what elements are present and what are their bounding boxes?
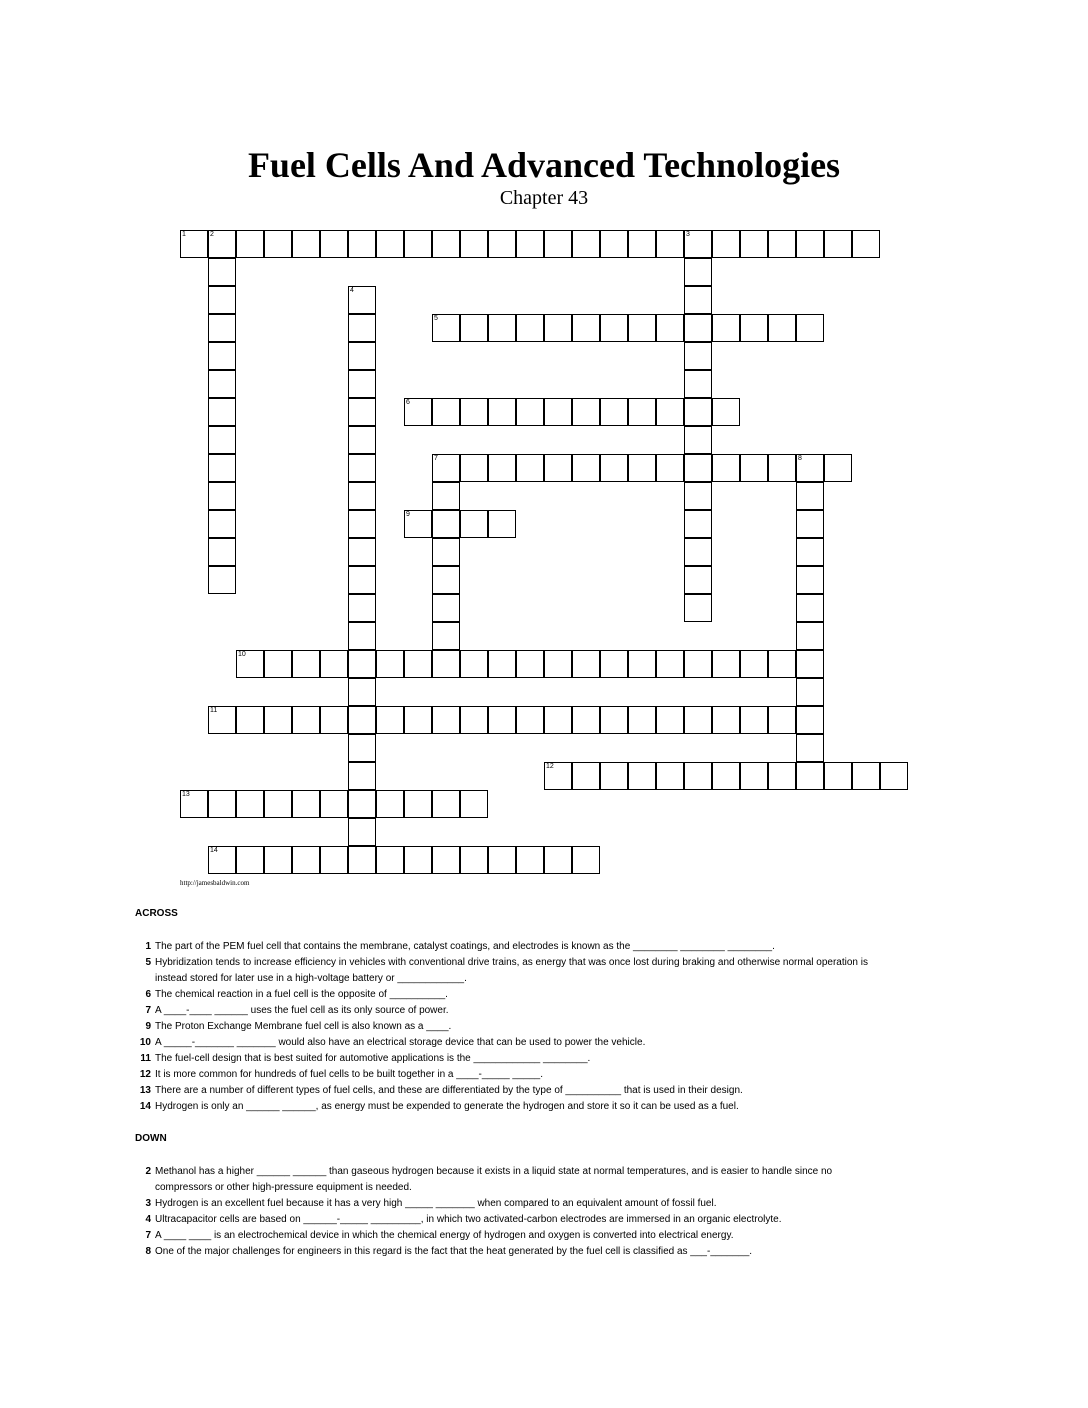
grid-cell[interactable] xyxy=(600,650,628,678)
grid-cell[interactable] xyxy=(348,454,376,482)
grid-cell[interactable] xyxy=(432,398,460,426)
clue-number: 5 xyxy=(145,957,151,968)
grid-cell[interactable] xyxy=(348,706,376,734)
grid-cell[interactable] xyxy=(656,454,684,482)
grid-cell[interactable] xyxy=(208,426,236,454)
grid-cell[interactable] xyxy=(544,230,572,258)
grid-cell[interactable] xyxy=(572,398,600,426)
grid-cell[interactable] xyxy=(348,846,376,874)
grid-cell[interactable] xyxy=(544,762,572,790)
grid-cell[interactable] xyxy=(460,398,488,426)
clue-number: 9 xyxy=(145,1021,151,1032)
grid-cell[interactable] xyxy=(544,454,572,482)
grid-cell[interactable] xyxy=(208,706,236,734)
grid-cell[interactable] xyxy=(712,762,740,790)
grid-cell-number: 14 xyxy=(210,847,218,854)
grid-cell[interactable] xyxy=(348,398,376,426)
grid-cell[interactable] xyxy=(488,846,516,874)
grid-cell[interactable] xyxy=(684,538,712,566)
grid-cell[interactable] xyxy=(432,622,460,650)
grid-cell[interactable] xyxy=(348,762,376,790)
grid-cell[interactable] xyxy=(544,706,572,734)
grid-cell[interactable] xyxy=(796,706,824,734)
grid-cell[interactable] xyxy=(572,706,600,734)
grid-cell[interactable] xyxy=(320,846,348,874)
grid-cell[interactable] xyxy=(404,398,432,426)
grid-cell[interactable] xyxy=(460,650,488,678)
clue-text: A ____ ____ is an electrochemical device in which the chemical energy of hydrogen and oxygen is converted into electrical energy. xyxy=(155,1230,734,1241)
across-clue xyxy=(135,1051,895,1067)
grid-cell[interactable] xyxy=(264,706,292,734)
grid-cell[interactable] xyxy=(516,314,544,342)
grid-cell[interactable] xyxy=(404,706,432,734)
grid-cell[interactable] xyxy=(684,510,712,538)
grid-cell[interactable] xyxy=(460,706,488,734)
grid-cell[interactable] xyxy=(320,706,348,734)
grid-cell[interactable] xyxy=(796,314,824,342)
clue-number: 7 xyxy=(145,1230,151,1241)
grid-cell[interactable] xyxy=(516,454,544,482)
grid-cell[interactable] xyxy=(600,398,628,426)
clue-number: 1 xyxy=(145,941,151,952)
across-heading: ACROSS xyxy=(135,908,178,919)
grid-cell[interactable] xyxy=(208,230,236,258)
grid-cell[interactable] xyxy=(516,230,544,258)
grid-cell[interactable] xyxy=(208,342,236,370)
grid-cell[interactable] xyxy=(348,482,376,510)
grid-cell[interactable] xyxy=(712,398,740,426)
clue-number: 8 xyxy=(145,1246,151,1257)
grid-cell[interactable] xyxy=(852,762,880,790)
grid-cell[interactable] xyxy=(796,762,824,790)
grid-cell[interactable] xyxy=(348,566,376,594)
clue-text: The chemical reaction in a fuel cell is the opposite of __________. xyxy=(155,989,448,1000)
grid-cell[interactable] xyxy=(768,454,796,482)
grid-cell[interactable] xyxy=(628,230,656,258)
grid-cell[interactable] xyxy=(460,454,488,482)
grid-cell[interactable] xyxy=(656,762,684,790)
grid-cell[interactable] xyxy=(208,398,236,426)
grid-cell[interactable] xyxy=(516,650,544,678)
grid-cell-number: 2 xyxy=(210,231,214,238)
grid-cell[interactable] xyxy=(432,846,460,874)
grid-cell[interactable] xyxy=(544,650,572,678)
across-clue xyxy=(135,1019,895,1035)
grid-cell[interactable] xyxy=(516,846,544,874)
grid-cell[interactable] xyxy=(572,314,600,342)
page-subtitle: Chapter 43 xyxy=(499,187,589,209)
grid-cell[interactable] xyxy=(740,454,768,482)
grid-cell[interactable] xyxy=(516,706,544,734)
page-title: Fuel Cells And Advanced Technologies xyxy=(247,145,841,185)
grid-cell[interactable] xyxy=(628,762,656,790)
grid-cell[interactable] xyxy=(768,230,796,258)
grid-cell[interactable] xyxy=(320,650,348,678)
grid-cell[interactable] xyxy=(236,706,264,734)
grid-cell[interactable] xyxy=(376,846,404,874)
grid-cell[interactable] xyxy=(292,230,320,258)
grid-cell[interactable] xyxy=(796,454,824,482)
grid-cell[interactable] xyxy=(208,846,236,874)
grid-cell[interactable] xyxy=(796,678,824,706)
grid-cell[interactable] xyxy=(376,230,404,258)
grid-cell[interactable] xyxy=(712,454,740,482)
clue-text: Hydrogen is an excellent fuel because it has a very high _____ _______ when compared to an equivalent amount of fossil fuel. xyxy=(155,1198,717,1209)
grid-cell[interactable] xyxy=(460,846,488,874)
grid-cell[interactable] xyxy=(684,258,712,286)
clue-text: A _____-_______ _______ would also have an electrical storage device that can be used to power the vehicle. xyxy=(155,1037,646,1048)
grid-cell[interactable] xyxy=(796,622,824,650)
grid-cell[interactable] xyxy=(712,314,740,342)
grid-cell[interactable] xyxy=(348,426,376,454)
grid-cell[interactable] xyxy=(488,454,516,482)
across-clue xyxy=(135,1099,895,1115)
clue-number: 10 xyxy=(139,1037,151,1048)
grid-cell[interactable] xyxy=(348,594,376,622)
grid-cell[interactable] xyxy=(488,510,516,538)
clue-text: Hybridization tends to increase efficiency in vehicles with conventional drive trains, as energy that was once lost during braking and otherwise normal operation is instead stored for later use in a high-voltage battery or ____________. xyxy=(155,957,868,984)
grid-cell[interactable] xyxy=(432,594,460,622)
grid-cell[interactable] xyxy=(600,706,628,734)
grid-cell-number: 10 xyxy=(238,651,246,658)
clue-number: 11 xyxy=(140,1053,151,1064)
grid-cell[interactable] xyxy=(516,398,544,426)
grid-cell-number: 13 xyxy=(182,791,190,798)
grid-cell[interactable] xyxy=(432,706,460,734)
grid-cell[interactable] xyxy=(656,650,684,678)
grid-cell[interactable] xyxy=(488,314,516,342)
grid-cell[interactable] xyxy=(460,230,488,258)
clue-text: There are a number of different types of fuel cells, and these are differentiated by the type of __________ that is used in their design. xyxy=(155,1085,743,1096)
grid-cell[interactable] xyxy=(488,398,516,426)
across-clue xyxy=(135,1003,895,1019)
grid-cell[interactable] xyxy=(376,706,404,734)
grid-cell[interactable] xyxy=(684,650,712,678)
grid-cell[interactable] xyxy=(656,398,684,426)
grid-cell[interactable] xyxy=(544,398,572,426)
across-clue xyxy=(135,939,895,955)
grid-cell[interactable] xyxy=(348,622,376,650)
grid-cell[interactable] xyxy=(404,650,432,678)
grid-cell[interactable] xyxy=(712,650,740,678)
grid-cell[interactable] xyxy=(348,230,376,258)
grid-cell[interactable] xyxy=(404,230,432,258)
grid-cell[interactable] xyxy=(628,314,656,342)
grid-cell[interactable] xyxy=(600,762,628,790)
grid-cell[interactable] xyxy=(740,706,768,734)
clue-number: 13 xyxy=(139,1085,151,1096)
grid-cell[interactable] xyxy=(796,594,824,622)
across-clue xyxy=(135,1035,895,1051)
grid-cell[interactable] xyxy=(180,790,208,818)
grid-cell[interactable] xyxy=(796,650,824,678)
grid-cell[interactable] xyxy=(208,510,236,538)
down-heading: DOWN xyxy=(135,1133,167,1144)
grid-cell[interactable] xyxy=(796,230,824,258)
grid-cell[interactable] xyxy=(208,286,236,314)
across-clue xyxy=(135,987,895,1003)
grid-cell-number: 8 xyxy=(798,455,802,462)
grid-cell[interactable] xyxy=(432,482,460,510)
down-clue xyxy=(135,1228,895,1244)
grid-cell[interactable] xyxy=(880,762,908,790)
grid-cell[interactable] xyxy=(292,846,320,874)
clue-text: The part of the PEM fuel cell that contains the membrane, catalyst coatings, and electrodes is known as the ________ ________ ________. xyxy=(155,941,775,952)
grid-cell[interactable] xyxy=(796,510,824,538)
clue-number: 3 xyxy=(145,1198,151,1209)
grid-cell[interactable] xyxy=(208,370,236,398)
grid-cell[interactable] xyxy=(432,566,460,594)
grid-cell[interactable] xyxy=(628,706,656,734)
grid-cell[interactable] xyxy=(348,314,376,342)
grid-cell[interactable] xyxy=(768,650,796,678)
grid-cell[interactable] xyxy=(208,314,236,342)
grid-cell[interactable] xyxy=(796,566,824,594)
grid-cell[interactable] xyxy=(264,846,292,874)
grid-cell[interactable] xyxy=(768,314,796,342)
clue-text: Hydrogen is only an ______ ______, as energy must be expended to generate the hydrogen and store it so it can be used as a fuel. xyxy=(155,1101,739,1112)
grid-cell[interactable] xyxy=(796,482,824,510)
grid-cell[interactable] xyxy=(656,314,684,342)
grid-cell[interactable] xyxy=(684,286,712,314)
grid-cell[interactable] xyxy=(376,790,404,818)
grid-cell[interactable] xyxy=(656,706,684,734)
grid-cell[interactable] xyxy=(684,762,712,790)
grid-cell[interactable] xyxy=(684,398,712,426)
grid-cell[interactable] xyxy=(236,650,264,678)
grid-cell[interactable] xyxy=(600,230,628,258)
grid-cell[interactable] xyxy=(768,762,796,790)
grid-cell[interactable] xyxy=(432,314,460,342)
grid-cell-number: 4 xyxy=(350,287,354,294)
grid-cell[interactable] xyxy=(348,510,376,538)
grid-cell[interactable] xyxy=(404,790,432,818)
clue-number: 6 xyxy=(145,989,151,1000)
clue-text: Methanol has a higher ______ ______ than gaseous hydrogen because it exists in a liquid state at normal temperatures, and is easier to handle since no compressors or other high-pressure equipment is needed. xyxy=(155,1166,833,1193)
down-clue xyxy=(135,1196,895,1212)
grid-cell[interactable] xyxy=(264,790,292,818)
grid-cell[interactable] xyxy=(208,482,236,510)
grid-cell-number: 3 xyxy=(686,231,690,238)
grid-cell[interactable] xyxy=(264,650,292,678)
clue-text: The Proton Exchange Membrane fuel cell is also known as a ____. xyxy=(155,1021,452,1032)
grid-cell[interactable] xyxy=(824,454,852,482)
grid-cell[interactable] xyxy=(432,510,460,538)
grid-cell[interactable] xyxy=(208,454,236,482)
grid-cell[interactable] xyxy=(236,230,264,258)
clue-number: 14 xyxy=(139,1101,151,1112)
grid-cell-number: 1 xyxy=(182,231,186,238)
grid-cell[interactable] xyxy=(852,230,880,258)
grid-cell[interactable] xyxy=(348,734,376,762)
grid-cell[interactable] xyxy=(348,370,376,398)
grid-cell[interactable] xyxy=(740,650,768,678)
grid-cell[interactable] xyxy=(572,846,600,874)
credit-text: http://jamesbaldwin.com xyxy=(180,879,250,887)
grid-cell[interactable] xyxy=(824,762,852,790)
grid-cell[interactable] xyxy=(348,342,376,370)
grid-cell[interactable] xyxy=(824,230,852,258)
grid-cell[interactable] xyxy=(432,454,460,482)
grid-cell[interactable] xyxy=(488,650,516,678)
down-clue xyxy=(135,1244,895,1260)
grid-cell[interactable] xyxy=(544,314,572,342)
clue-text: Ultracapacitor cells are based on ______-_____ _________, in which two activated-carbon electrodes are immersed in an organic electrolyte. xyxy=(155,1214,782,1225)
grid-cell[interactable] xyxy=(656,230,684,258)
grid-cell[interactable] xyxy=(628,650,656,678)
down-clue xyxy=(135,1212,895,1228)
grid-cell-number: 9 xyxy=(406,511,410,518)
grid-cell[interactable] xyxy=(600,454,628,482)
grid-cell[interactable] xyxy=(292,790,320,818)
grid-cell[interactable] xyxy=(628,398,656,426)
grid-cell[interactable] xyxy=(180,230,208,258)
grid-cell[interactable] xyxy=(488,230,516,258)
grid-cell[interactable] xyxy=(460,510,488,538)
grid-cell[interactable] xyxy=(348,286,376,314)
grid-cell[interactable] xyxy=(432,538,460,566)
grid-cell[interactable] xyxy=(264,230,292,258)
grid-cell[interactable] xyxy=(544,846,572,874)
grid-cell[interactable] xyxy=(432,650,460,678)
grid-cell[interactable] xyxy=(208,566,236,594)
grid-cell[interactable] xyxy=(292,650,320,678)
grid-cell[interactable] xyxy=(208,790,236,818)
across-clue xyxy=(135,955,895,987)
grid-cell[interactable] xyxy=(712,230,740,258)
grid-cell[interactable] xyxy=(628,454,656,482)
grid-cell[interactable] xyxy=(684,482,712,510)
across-clue xyxy=(135,1067,895,1083)
grid-cell[interactable] xyxy=(684,594,712,622)
clue-text: A ____-____ ______ uses the fuel cell as its only source of power. xyxy=(155,1005,449,1016)
grid-cell[interactable] xyxy=(348,790,376,818)
grid-cell[interactable] xyxy=(236,790,264,818)
grid-cell[interactable] xyxy=(768,706,796,734)
grid-cell[interactable] xyxy=(404,510,432,538)
clue-number: 12 xyxy=(139,1069,151,1080)
grid-cell[interactable] xyxy=(684,342,712,370)
grid-cell-number: 12 xyxy=(546,763,554,770)
grid-cell[interactable] xyxy=(432,230,460,258)
grid-cell[interactable] xyxy=(712,706,740,734)
grid-cell-number: 5 xyxy=(434,315,438,322)
grid-cell[interactable] xyxy=(572,454,600,482)
grid-cell[interactable] xyxy=(572,650,600,678)
clue-text: The fuel-cell design that is best suited for automotive applications is the ____________ ________. xyxy=(155,1053,591,1064)
grid-cell[interactable] xyxy=(684,454,712,482)
grid-cell[interactable] xyxy=(572,762,600,790)
grid-cell[interactable] xyxy=(684,706,712,734)
grid-cell[interactable] xyxy=(796,734,824,762)
clue-text: One of the major challenges for engineers in this regard is the fact that the heat generated by the fuel cell is classified as ___-_______. xyxy=(155,1246,753,1257)
grid-cell[interactable] xyxy=(208,538,236,566)
grid-cell[interactable] xyxy=(376,650,404,678)
grid-cell[interactable] xyxy=(348,650,376,678)
grid-cell[interactable] xyxy=(348,538,376,566)
down-clue xyxy=(135,1164,895,1196)
clue-number: 4 xyxy=(145,1214,151,1225)
clue-text: It is more common for hundreds of fuel cells to be built together in a ____-_____ _____. xyxy=(155,1069,544,1080)
grid-cell[interactable] xyxy=(432,790,460,818)
grid-cell[interactable] xyxy=(684,426,712,454)
grid-cell[interactable] xyxy=(292,706,320,734)
grid-cell[interactable] xyxy=(684,370,712,398)
grid-cell[interactable] xyxy=(488,706,516,734)
grid-cell[interactable] xyxy=(684,314,712,342)
grid-cell[interactable] xyxy=(740,762,768,790)
grid-cell[interactable] xyxy=(740,314,768,342)
grid-cell[interactable] xyxy=(208,258,236,286)
across-clue xyxy=(135,1083,895,1099)
grid-cell[interactable] xyxy=(348,678,376,706)
grid-cell-number: 11 xyxy=(210,707,218,714)
grid-cell[interactable] xyxy=(572,230,600,258)
grid-cell[interactable] xyxy=(460,314,488,342)
grid-cell[interactable] xyxy=(320,230,348,258)
grid-cell-number: 7 xyxy=(434,455,438,462)
grid-cell[interactable] xyxy=(740,230,768,258)
clue-number: 7 xyxy=(145,1005,151,1016)
grid-cell[interactable] xyxy=(460,790,488,818)
grid-cell[interactable] xyxy=(684,566,712,594)
grid-cell[interactable] xyxy=(600,314,628,342)
grid-cell[interactable] xyxy=(348,818,376,846)
clue-number: 2 xyxy=(145,1166,151,1177)
grid-cell[interactable] xyxy=(684,230,712,258)
grid-cell[interactable] xyxy=(236,846,264,874)
grid-cell-number: 6 xyxy=(406,399,410,406)
grid-cell[interactable] xyxy=(320,790,348,818)
grid-cell[interactable] xyxy=(404,846,432,874)
grid-cell[interactable] xyxy=(796,538,824,566)
